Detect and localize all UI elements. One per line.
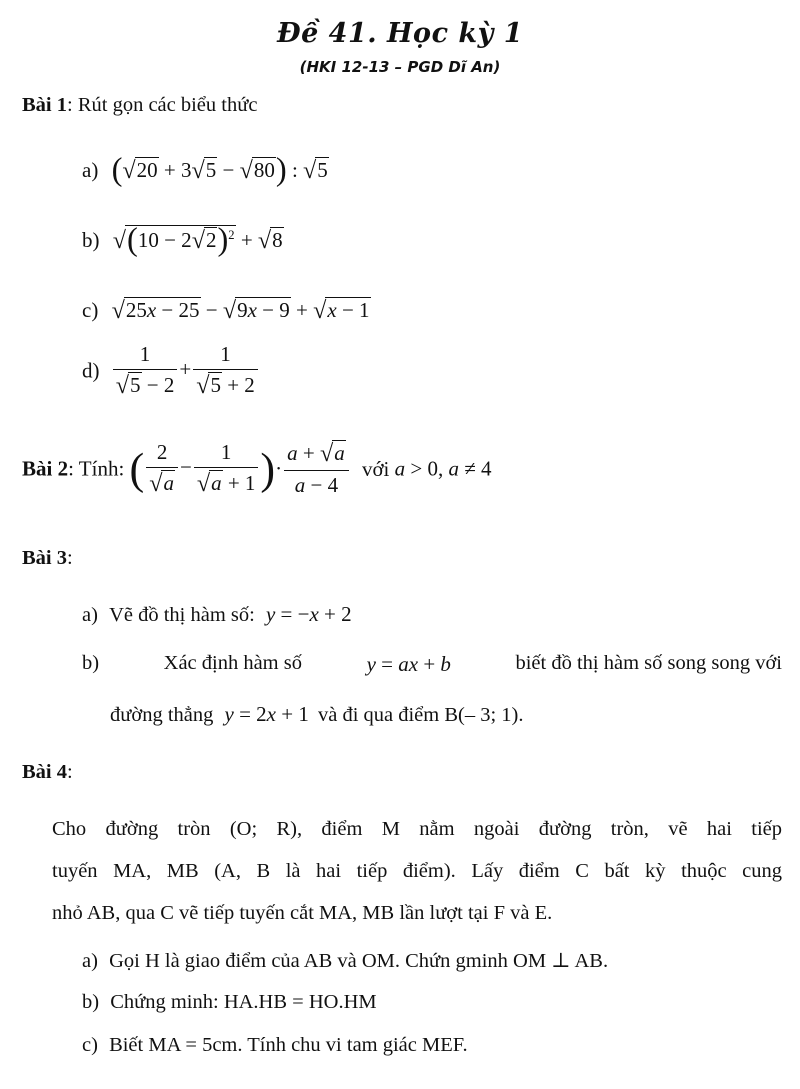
bai1-heading: Bài 1: Rút gọn các biểu thức — [22, 94, 258, 116]
bai3-b: b) Xác định hàm số y = ax + b biết đồ thị hàm số song song với — [82, 652, 782, 676]
bai4-heading: Bài 4: — [22, 761, 73, 783]
bai4-line2: tuyến MA, MB (A, B là hai tiếp điểm). Lấy điểm C bất kỳ thuộc cung — [52, 860, 782, 882]
page-subtitle: (HKI 12-13 – PGD Dĩ An) — [299, 58, 501, 76]
bai1-b: b) $√(10 - 2√2)^2 + √8$ — [82, 222, 283, 258]
bai3-heading: Bài 3: — [22, 547, 73, 569]
bai1-d: d) $\frac{1}{√5 - 2}$ + $\frac{1}{√5 + 2}$ — [82, 342, 260, 400]
bai3-b-line2: đường thẳng y = 2x + 1 và đi qua điểm B(– 3; 1). — [110, 702, 524, 726]
page-title: Đề 41. Học kỳ 1 — [277, 18, 523, 49]
bai4-b: b) Chứng minh: HA.HB = HO.HM — [82, 991, 377, 1013]
bai4-a: a) Gọi H là giao điểm của AB và OM. Chứn gminh OM ⊥ AB. — [82, 950, 609, 972]
bai1-a: a) (√20 + 3√5 − √80) : √5 — [82, 152, 328, 188]
bai2: Bài 2: Tính: ( $\frac{2}{√a}$ − $\frac{1}{√a + 1}$ )· $\frac{a + √a}{a - 4}$ với a > 0, a ≠ 4 — [22, 440, 492, 497]
bai4-c: c) Biết MA = 5cm. Tính chu vi tam giác MEF. — [82, 1034, 468, 1056]
bai4-line3: nhỏ AB, qua C vẽ tiếp tuyến cắt MA, MB lần lượt tại F và E. — [52, 902, 553, 924]
bai4-line1: Cho đường tròn (O; R), điểm M nằm ngoài đường tròn, vẽ hai tiếp — [52, 818, 782, 840]
bai1-c: c) √25x − 25 − √9x − 9 + √x − 1 — [82, 297, 370, 324]
bai3-a: a) Vẽ đồ thị hàm số: y = −x + 2 — [82, 602, 352, 626]
